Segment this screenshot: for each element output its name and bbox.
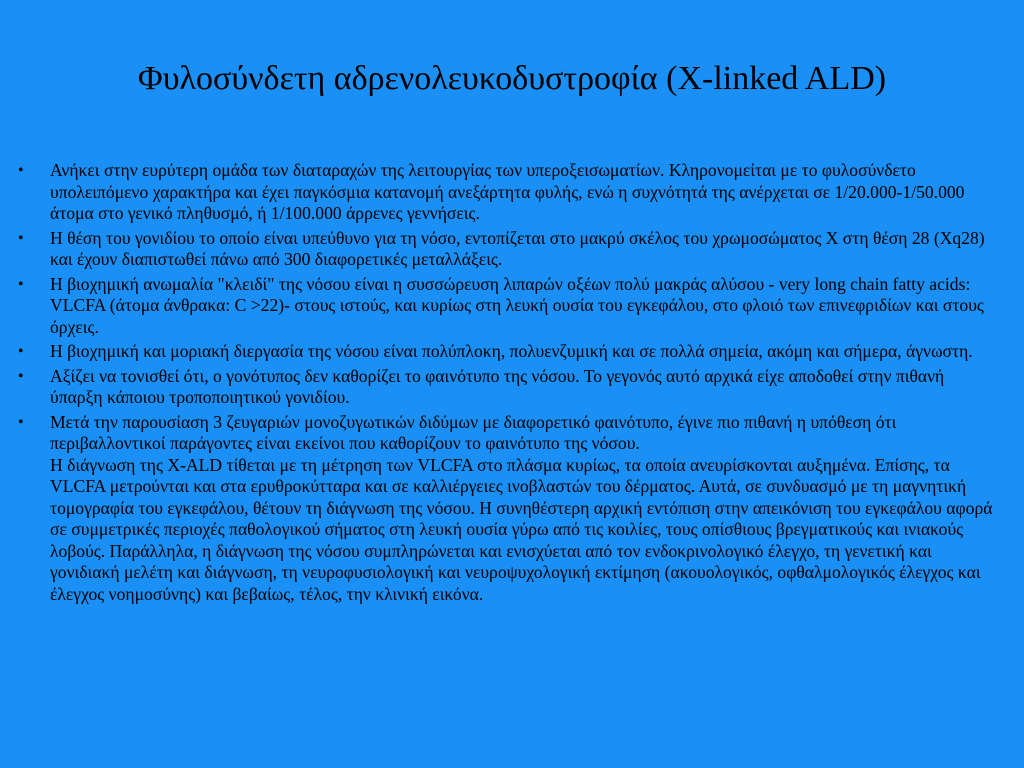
bullet-item [18, 412, 996, 606]
bullet-icon: • [18, 229, 24, 247]
bullet-continuation-text: Η διάγνωση της Χ-ALD τίθεται με τη μέτρηση των VLCFA στο πλάσμα κυρίως, τα οποία ανευρίσκονται αυξημένα. Επίσης, τα VLCFA μετρούνται και στα ερυθροκύτταρα και σε καλλιέργειες ινοβλαστών του δέρματος. Αυτά, σε συνδυασμό με τη μαγνητική τομογραφία του εγκεφάλου, θέτουν τη διάγνωση της νόσου. Η συνηθέστερη αρχική εντόπιση στην απεικόνιση του εγκεφάλου αφορά σε συμμετρικές περιοχές παθολογικού σήματος στη λευκή ουσία γύρω από τις κοιλίες, τους οπίσθιους βρεγματικούς και ινιακούς λοβούς. Παράλληλα, η διάγνωση της νόσου συμπληρώνεται και ενισχύεται από τον ενδοκρινολογικό έλεγχο, τη γενετική και γονιδιακή μελέτη και διάγνωση, τη νευροφυσιολογική και νευροψυχολογική εκτίμηση (ακουολογικός, οφθαλμολογικός έλεγχος και έλεγχος νοημοσύνης) και βεβαίως, τέλος, την κλινική εικόνα. [50, 454, 993, 604]
bullet-icon: • [18, 343, 24, 360]
bullet-text: Η βιοχημική και μοριακή διεργασία της νόσου είναι πολύπλοκη, πολυενζυμική και σε πολλά σημεία, ακόμη και σήμερα, άγνωστη. [50, 341, 973, 361]
bullet-text: Μετά την παρουσίαση 3 ζευγαριών μονοζυγωτικών διδύμων με διαφορετικό φαινότυπο, έγινε πιο πιθανή η υπόθεση ότι περιβαλλοντικοί παράγοντες είναι εκείνοι που καθορίζουν το φαινότυπο της νόσου. [50, 411, 897, 453]
bullet-text: Η βιοχημική ανωμαλία "κλειδί" της νόσου είναι η συσσώρευση λιπαρών οξέων πολύ μακράς αλύσου - very long chain fatty acids: VLCFA (άτομα άνθρακα: C >22)- στους ιστούς, και κυρίως στη λευκή ουσία του εγκεφάλου, στο φλοιό των επινεφριδίων και στους όρχεις. [50, 273, 984, 337]
bullet-text: Η θέση του γονιδίου το οποίο είναι υπεύθυνο για τη νόσο, εντοπίζεται στο μακρύ σκέλος του χρωμοσώματος Χ στη θέση 28 (Xq28) και έχουν διαπιστωθεί πάνω από 300 διαφορετικές μεταλλάξεις. [50, 227, 985, 269]
bullet-icon: • [18, 413, 24, 431]
slide-title: Φυλοσύνδετη αδρενολευκοδυστροφία (X-linked ALD) [137, 60, 887, 97]
bullet-item [18, 160, 996, 225]
bullet-item [18, 274, 996, 339]
bullet-item [18, 228, 996, 271]
bullet-item [18, 366, 996, 409]
bullet-icon: • [18, 162, 24, 179]
bullet-text: Ανήκει στην ευρύτερη ομάδα των διαταραχών της λειτουργίας των υπεροξεισωματίων. Κληρονομείται με το φυλοσύνδετο υπολειπόμενο χαρακτήρα και έχει παγκόσμια κατανομή ανεξάρτητα φυλής, ενώ η συχνότητά της ανέρχεται σε 1/20.000-1/50.000 άτομα στο γενικό πληθυσμό, ή 1/100.000 άρρενες γεννήσεις. [50, 160, 965, 223]
bullet-item [18, 341, 996, 363]
bullet-icon: • [18, 275, 24, 293]
bullet-list [18, 160, 996, 608]
bullet-icon: • [18, 367, 24, 385]
bullet-text: Αξίζει να τονισθεί ότι, ο γονότυπος δεν καθορίζει το φαινότυπο της νόσου. Το γεγονός αυτό αρχικά είχε αποδοθεί στην πιθανή ύπαρξη κάποιου τροποποιητικού γονιδίου. [50, 365, 945, 407]
